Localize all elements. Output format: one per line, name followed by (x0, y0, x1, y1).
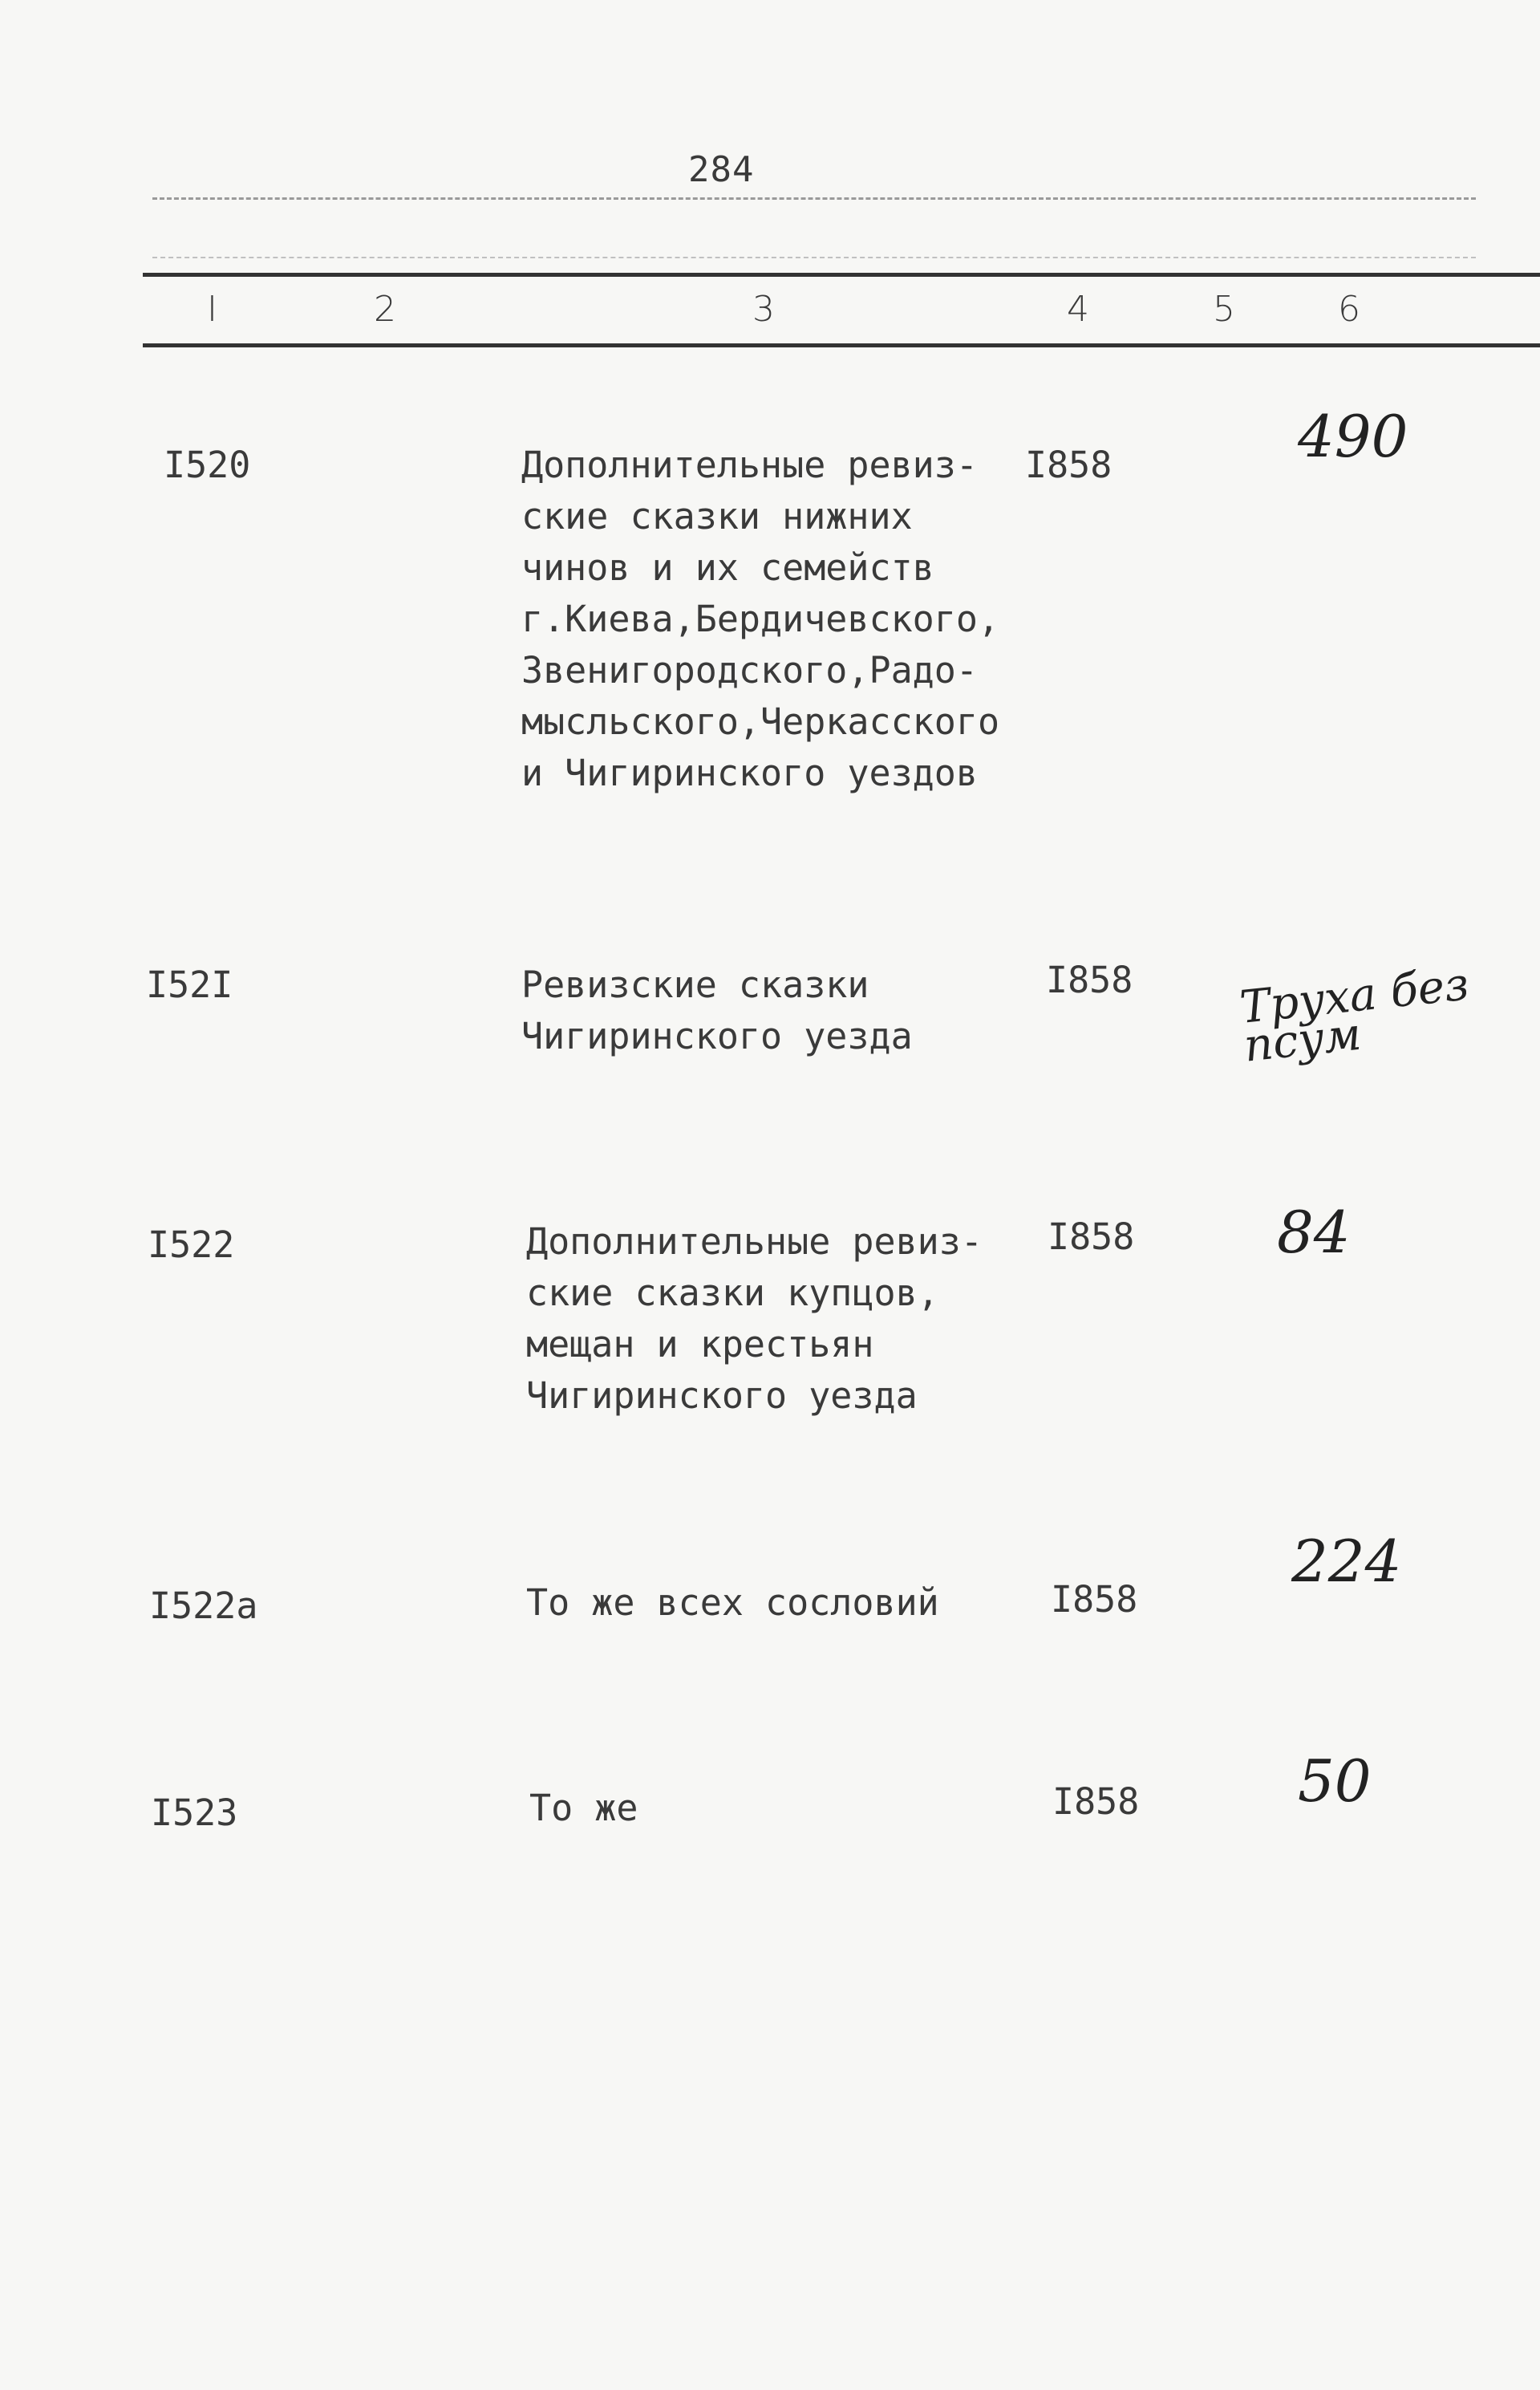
row-4-description: То же всех сословий (526, 1581, 939, 1624)
row-2-id: I52I (146, 964, 233, 1006)
column-header-5: 5 (1213, 289, 1235, 330)
row-5-id: I523 (151, 1791, 238, 1834)
row-4-id: I522а (149, 1585, 258, 1627)
column-header-1: I (207, 289, 217, 330)
row-2-note: Труха без nсум (1237, 958, 1472, 1073)
row-1-description: Дополнительные ревиз- ские сказки нижних чинов и их семейств г.Киева,Бердичевского, Звенигородского,Радо- мысльского,Черкасского и Чигиринского уездов (521, 444, 1000, 794)
header-dashed-line-2 (152, 257, 1476, 258)
row-3-id: I522 (148, 1223, 235, 1266)
row-5-count: 50 (1298, 1747, 1372, 1815)
header-top-rule (143, 273, 1540, 277)
row-3-description: Дополнительные ревиз- ские сказки купцов, мещан и крестьян Чигиринского уезда (526, 1220, 983, 1417)
row-3-count: 84 (1277, 1199, 1351, 1266)
row-5-description: То же (529, 1787, 638, 1829)
row-5-year: I858 (1052, 1780, 1140, 1823)
column-header-4: 4 (1067, 289, 1089, 330)
column-header-2: 2 (374, 289, 396, 330)
header-dashed-line-1 (152, 197, 1476, 200)
row-4-year: I858 (1051, 1578, 1138, 1621)
row-2-year: I858 (1046, 959, 1133, 1001)
row-1-year: I858 (1025, 444, 1112, 486)
row-4-count: 224 (1291, 1528, 1402, 1595)
page-number: 284 (688, 149, 755, 190)
row-2-description: Ревизские сказки Чигиринского уезда (521, 964, 913, 1057)
column-header-3: 3 (752, 289, 775, 330)
column-header-6: 6 (1338, 289, 1360, 330)
row-1-id: I520 (164, 444, 251, 486)
header-bottom-rule (143, 343, 1540, 347)
row-3-year: I858 (1048, 1215, 1135, 1258)
row-1-count: 490 (1298, 403, 1408, 470)
